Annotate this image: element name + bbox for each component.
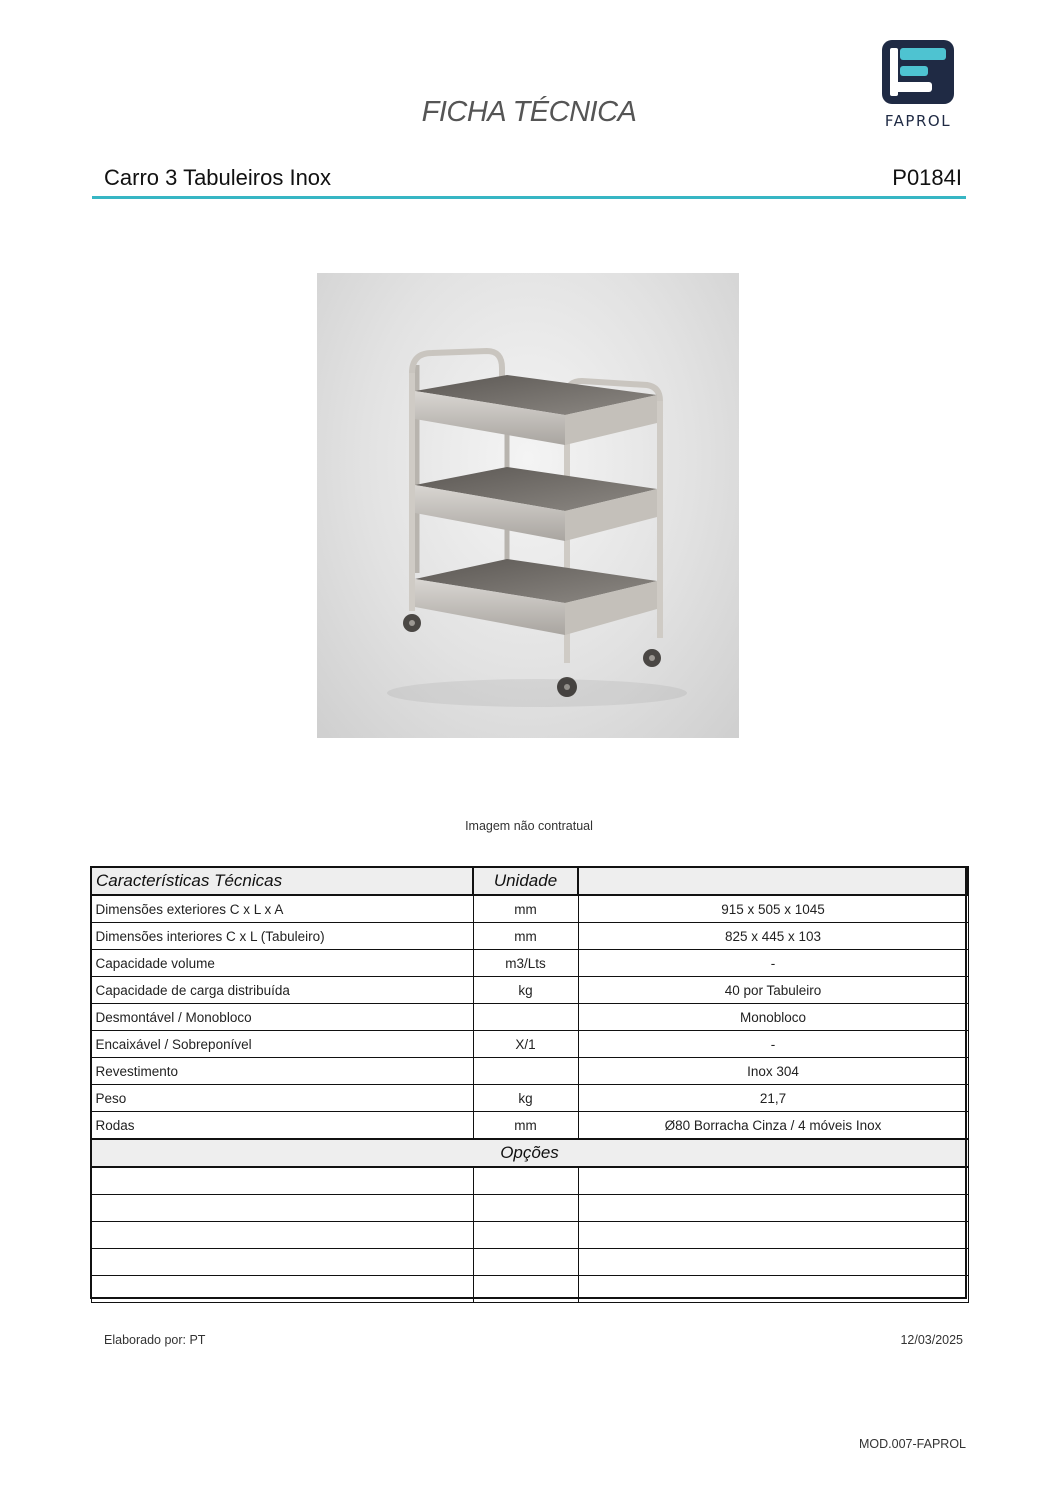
row-label: Rodas [91,1112,473,1140]
row-value: Monobloco [578,1004,968,1031]
faprol-logo [868,38,968,130]
row-unit: kg [473,977,578,1004]
row-label: Capacidade volume [91,950,473,977]
product-photo [317,273,739,738]
image-caption: Imagem não contratual [465,819,593,833]
table-row [91,1031,968,1058]
row-unit: mm [473,895,578,923]
row-value: 825 x 445 x 103 [578,923,968,950]
options-label: Opções [91,1139,968,1167]
row-unit: mm [473,1112,578,1140]
empty-option-row [91,1167,968,1195]
row-unit: kg [473,1085,578,1112]
document-title: FICHA TÉCNICA [421,96,637,128]
row-label: Capacidade de carga distribuída [91,977,473,1004]
table-row [91,977,968,1004]
document-date: 12/03/2025 [900,1333,963,1347]
table-row [91,1004,968,1031]
row-value: 915 x 505 x 1045 [578,895,968,923]
row-value: - [578,950,968,977]
row-unit [473,1004,578,1031]
header-value [578,867,968,895]
empty-option-row [91,1276,968,1303]
row-unit: m3/Lts [473,950,578,977]
table-row [91,923,968,950]
row-value: - [578,1031,968,1058]
brand-wordmark: FAPROL [884,112,952,130]
product-name: Carro 3 Tabuleiros Inox [104,165,332,190]
product-header [92,163,966,199]
row-label: Revestimento [91,1058,473,1085]
prepared-by: Elaborado por: PT [104,1333,206,1347]
row-value: Inox 304 [578,1058,968,1085]
table-row [91,950,968,977]
row-value: 21,7 [578,1085,968,1112]
row-unit [473,1058,578,1085]
model-reference: MOD.007-FAPROL [859,1437,966,1451]
row-value: 40 por Tabuleiro [578,977,968,1004]
options-header-row [91,1139,968,1167]
empty-option-row [91,1249,968,1276]
spec-table-header [91,867,968,895]
product-code: P0184I [892,165,962,190]
row-label: Desmontável / Monobloco [91,1004,473,1031]
row-label: Dimensões exteriores C x L x A [91,895,473,923]
row-unit: X/1 [473,1031,578,1058]
row-label: Peso [91,1085,473,1112]
header-characteristic: Características Técnicas [91,867,473,895]
table-row [91,1085,968,1112]
empty-option-row [91,1195,968,1222]
table-row [91,895,968,923]
row-unit: mm [473,923,578,950]
row-value: Ø80 Borracha Cinza / 4 móveis Inox [578,1112,968,1140]
row-label: Dimensões interiores C x L (Tabuleiro) [91,923,473,950]
table-row [91,1112,968,1140]
empty-option-row [91,1222,968,1249]
table-row [91,1058,968,1085]
row-label: Encaixável / Sobreponível [91,1031,473,1058]
spec-table [90,866,969,1303]
header-unit: Unidade [473,867,578,895]
